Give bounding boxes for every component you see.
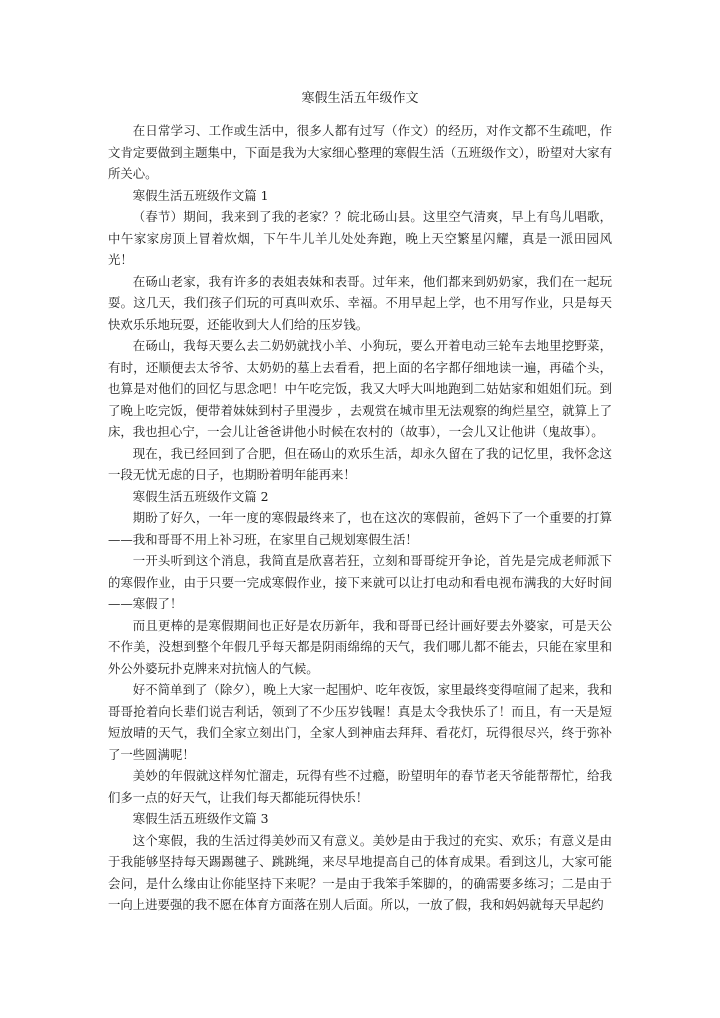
paragraph: 这个寒假，我的生活过得美妙而又有意义。美妙是由于我过的充实、欢乐；有意义是由于我能够坚持每天踢踢毽子、跳跳绳，来尽早地提高自己的体育成果。看到这儿，大家可能会问，是什么缘由让你能坚持下来呢？一是由于我笨手笨脚的，的确需要多练习；二是由于一向上进要强的我不愿在体育方面落在别人后面。所以，一放了假，我和妈妈就每天早起约 — [108, 832, 612, 912]
section-2 — [108, 486, 612, 809]
paragraph: 好不简单到了（除夕），晚上大家一起围炉、吃年夜饭，家里最终变得喧闹了起来，我和哥哥抢着向长辈们说吉利话，领到了不少压岁钱喔！真是太令我快乐了！而且，有一天是短短放晴的天气，我们全家立刻出门，全家人到神庙去拜拜、看花灯，玩得很尽兴，终于弥补了一些圆满呢！ — [108, 682, 612, 762]
section-heading: 寒假生活五班级作文篇 1 — [132, 187, 269, 203]
paragraph: 现在，我已经回到了合肥，但在砀山的欢乐生活，却永久留在了我的记忆里，我怀念这一段无忧无虑的日子，也期盼着明年能再来！ — [108, 445, 612, 482]
paragraph: 而且更棒的是寒假期间也正好是农历新年，我和哥哥已经计画好要去外婆家，可是天公不作美，没想到整个年假几乎每天都是阴雨绵绵的天气，我们哪儿都不能去，只能在家里和外公外婆玩扑克牌来对抗恼人的气候。 — [108, 617, 612, 676]
intro-paragraph: 在日常学习、工作或生活中，很多人都有过写（作文）的经历，对作文都不生疏吧，作文肯定要做到主题集中，下面是我为大家细心整理的寒假生活（五班级作文），盼望对大家有所关心。 — [108, 123, 612, 181]
section-heading: 寒假生活五班级作文篇 2 — [132, 488, 269, 504]
paragraph: 在砀山老家，我有许多的表姐表妹和表哥。过年来，他们都来到奶奶家，我们在一起玩耍。这几天，我们孩子们玩的可真叫欢乐、幸福。不用早起上学，也不用写作业，只是每天快欢乐乐地玩耍，还能收到大人们给的压岁钱。 — [108, 273, 612, 332]
paragraph: （春节）期间，我来到了我的老家？？皖北砀山县。这里空气清爽，早上有鸟儿唱歌，中午家家房顶上冒着炊烟，下午牛儿羊儿处处奔跑，晚上天空繁星闪耀，真是一派田园风光！ — [108, 209, 612, 267]
section-heading: 寒假生活五班级作文篇 3 — [132, 811, 269, 826]
document-title: 寒假生活五年级作文 — [301, 91, 419, 106]
paragraph: 一开头听到这个消息，我简直是欣喜若狂，立刻和哥哥绽开争论，首先是完成老师派下的寒假作业，由于只要一完成寒假作业，接下来就可以让打电动和看电视布满我的大好时间——寒假了！ — [108, 553, 612, 611]
section-1 — [108, 185, 612, 486]
paragraph: 在砀山，我每天要么去二奶奶就找小羊、小狗玩，要么开着电动三轮车去地里挖野菜，有时，还顺便去太爷爷、太奶奶的墓上去看看，把上面的名字都仔细地读一遍，再磕个头，也算是对他们的回忆与思念吧！中午吃完饭，我又大呼大叫地跑到二姑姑家和姐姐们玩。到了晚上吃完饭，便带着妹妹到村子里漫步 ，去观赏在城市里无法观察的绚烂星空，就算上了床，我也担心宁，一会儿让爸爸讲他小时候在农村的（故事），一会儿又让他讲（鬼故事）。 — [108, 338, 612, 439]
section-3 — [108, 808, 612, 916]
paragraph: 美妙的年假就这样匆忙溜走，玩得有些不过瘾，盼望明年的春节老天爷能帮帮忙，给我们多一点的好天气，让我们每天都能玩得快乐！ — [108, 768, 612, 805]
paragraph: 期盼了好久，一年一度的寒假最终来了，也在这次的寒假前，爸妈下了一个重要的打算——我和哥哥不用上补习班，在家里自己规划寒假生活！ — [108, 510, 612, 547]
